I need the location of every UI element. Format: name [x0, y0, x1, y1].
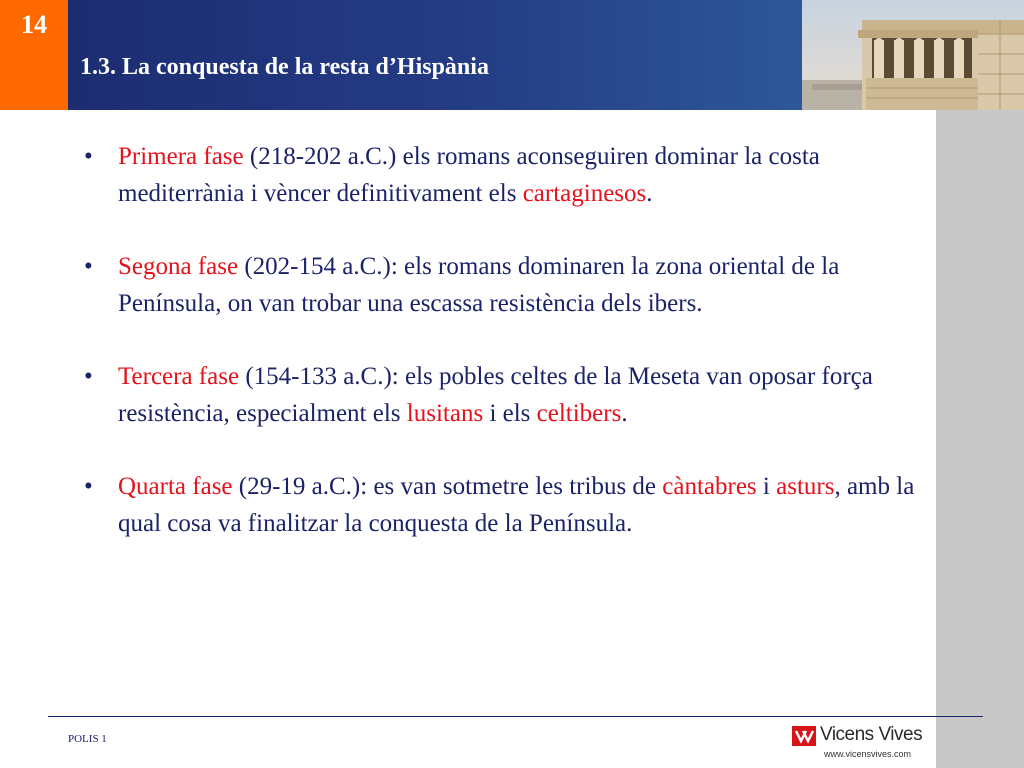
- bullet-text: (202-154 a.C.): els romans dominaren la zona oriental de la Península, on van trobar una escassa resistència dels ibers.: [118, 253, 840, 317]
- logo-name: Vicens Vives: [820, 724, 923, 745]
- page-number: 14: [21, 10, 47, 39]
- bullet-marker: •: [84, 143, 93, 170]
- bullet-text: (154-133 a.C.): els pobles celtes de la Meseta van oposar força resistència, especialment els: [118, 363, 873, 427]
- slide-title: 1.3. La conquesta de la resta d’Hispània: [80, 54, 489, 80]
- highlight-term: celtibers: [536, 400, 622, 427]
- bullet-text: i: [756, 473, 777, 500]
- header-bar: [0, 0, 1024, 110]
- highlight-term: Tercera fase: [118, 363, 240, 390]
- side-panel: [936, 110, 1024, 768]
- bullet-text: i els: [483, 400, 537, 427]
- publisher-logo: [792, 724, 932, 764]
- highlight-term: càntabres: [662, 473, 757, 500]
- bullet-item: [84, 358, 934, 432]
- bullet-text: , amb la qual cosa va finalitzar la conquesta de la Península.: [118, 473, 915, 537]
- bullet-list: [84, 138, 934, 578]
- highlight-term: asturs: [776, 473, 835, 500]
- highlight-term: Segona fase: [118, 253, 239, 280]
- footer-divider: [48, 716, 983, 717]
- bullet-marker: •: [84, 363, 93, 390]
- bullet-text: .: [621, 400, 628, 427]
- highlight-term: Quarta fase: [118, 473, 233, 500]
- logo-url: www.vicensvives.com: [824, 749, 912, 759]
- bullet-text: .: [646, 180, 653, 207]
- vicens-vives-logo-icon: [792, 726, 816, 746]
- bullet-marker: •: [84, 253, 93, 280]
- highlight-term: lusitans: [406, 400, 484, 427]
- bullet-marker: •: [84, 473, 93, 500]
- bullet-item: [84, 248, 934, 322]
- page-number-box: [0, 0, 68, 110]
- temple-photo: [802, 0, 1024, 110]
- highlight-term: cartaginesos: [522, 180, 647, 207]
- footer-label: POLIS 1: [68, 733, 107, 745]
- bullet-item: [84, 468, 934, 542]
- highlight-term: Primera fase: [118, 143, 244, 170]
- bullet-text: (218-202 a.C.) els romans aconseguiren dominar la costa mediterrània i vèncer definitivament els: [118, 143, 820, 207]
- bullet-item: [84, 138, 934, 212]
- bullet-text: (29-19 a.C.): es van sotmetre les tribus de: [232, 473, 663, 500]
